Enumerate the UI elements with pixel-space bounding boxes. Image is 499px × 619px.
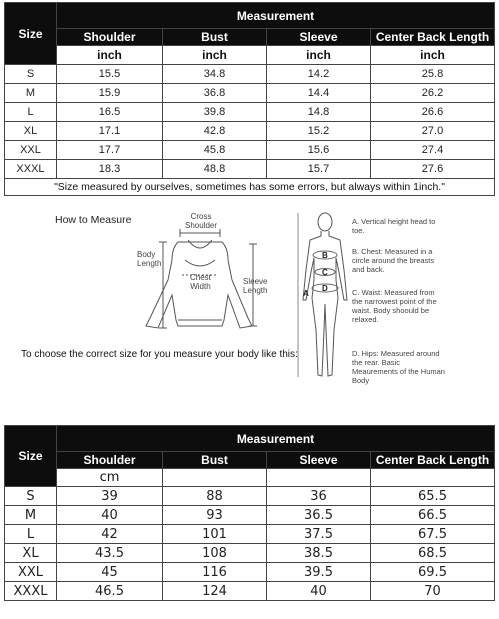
value-cell: 108 [163, 544, 267, 563]
value-cell: 14.8 [267, 103, 371, 122]
value-cell: 37.5 [267, 525, 371, 544]
value-cell: 36 [267, 487, 371, 506]
chest-width-label: Chest Width [190, 273, 211, 291]
size-header: Size [5, 426, 57, 487]
table-row [5, 582, 495, 601]
value-cell: 16.5 [57, 103, 163, 122]
value-cell: 15.9 [57, 84, 163, 103]
value-cell: 42 [57, 525, 163, 544]
value-cell: 17.1 [57, 122, 163, 141]
value-cell: 14.4 [267, 84, 371, 103]
column-header-shoulder: Shoulder [57, 29, 163, 46]
body-label-a: A [303, 289, 309, 298]
unit-label: inch [371, 46, 495, 65]
column-header-sleeve: Sleeve [267, 29, 371, 46]
table-row [5, 122, 495, 141]
note-chest: B. Chest: Measured in a circle around the breasts and back. [352, 247, 435, 274]
how-to-measure-title: How to Measure [55, 214, 132, 226]
size-cell: XXXL [5, 160, 57, 179]
size-cell: XL [5, 122, 57, 141]
size-cell: S [5, 65, 57, 84]
value-cell: 39.5 [267, 563, 371, 582]
body-label-c: C [322, 268, 328, 277]
value-cell: 17.7 [57, 141, 163, 160]
value-cell: 36.5 [267, 506, 371, 525]
value-cell: 48.8 [163, 160, 267, 179]
value-cell: 70 [371, 582, 495, 601]
column-header-sleeve: Sleeve [267, 452, 371, 469]
value-cell: 26.2 [371, 84, 495, 103]
value-cell: 27.4 [371, 141, 495, 160]
body-label-b: B [322, 251, 328, 260]
size-cell: S [5, 487, 57, 506]
size-cell: M [5, 506, 57, 525]
unit-cell-empty [371, 469, 495, 487]
column-header-shoulder: Shoulder [57, 452, 163, 469]
table-row [5, 84, 495, 103]
sleeve-length-label: Sleeve Length [243, 277, 268, 295]
value-cell: 18.3 [57, 160, 163, 179]
value-cell: 46.5 [57, 582, 163, 601]
value-cell: 39.8 [163, 103, 267, 122]
value-cell: 38.5 [267, 544, 371, 563]
value-cell: 40 [267, 582, 371, 601]
body-label-d: D [322, 284, 328, 293]
size-cell: L [5, 525, 57, 544]
value-cell: 15.6 [267, 141, 371, 160]
column-header-center-back-length: Center Back Length [371, 29, 495, 46]
table-row [5, 487, 495, 506]
size-cell: M [5, 84, 57, 103]
value-cell: 68.5 [371, 544, 495, 563]
table-row [5, 525, 495, 544]
unit-cell-empty [267, 469, 371, 487]
value-cell: 25.8 [371, 65, 495, 84]
value-cell: 65.5 [371, 487, 495, 506]
value-cell: 43.5 [57, 544, 163, 563]
column-header-center-back-length: Center Back Length [371, 452, 495, 469]
value-cell: 15.7 [267, 160, 371, 179]
unit-label: inch [163, 46, 267, 65]
table-row [5, 103, 495, 122]
value-cell: 26.6 [371, 103, 495, 122]
value-cell: 45.8 [163, 141, 267, 160]
value-cell: 36.8 [163, 84, 267, 103]
table-row [5, 506, 495, 525]
column-header-bust: Bust [163, 29, 267, 46]
value-cell: 67.5 [371, 525, 495, 544]
value-cell: 14.2 [267, 65, 371, 84]
unit-cell-empty [163, 469, 267, 487]
measurement-header: Measurement [57, 426, 495, 452]
value-cell: 93 [163, 506, 267, 525]
value-cell: 88 [163, 487, 267, 506]
size-cell: XXXL [5, 582, 57, 601]
value-cell: 34.8 [163, 65, 267, 84]
cross-shoulder-label: Cross Shoulder [185, 212, 218, 230]
how-to-measure-guide [0, 200, 499, 415]
value-cell: 124 [163, 582, 267, 601]
value-cell: 45 [57, 563, 163, 582]
size-header: Size [5, 3, 57, 65]
value-cell: 42.8 [163, 122, 267, 141]
value-cell: 27.0 [371, 122, 495, 141]
note-height: A. Vertical height head to toe. [352, 217, 436, 235]
table-row [5, 563, 495, 582]
value-cell: 116 [163, 563, 267, 582]
note-waist: C. Waist: Measured from the narrowest point of the waist. Body shoould be relaxed. [352, 288, 437, 324]
unit-label: inch [57, 46, 163, 65]
value-cell: 27.6 [371, 160, 495, 179]
size-cell: L [5, 103, 57, 122]
unit-label: cm [57, 469, 163, 487]
size-cell: XXL [5, 141, 57, 160]
value-cell: 69.5 [371, 563, 495, 582]
measurement-header: Measurement [57, 3, 495, 29]
table-row [5, 141, 495, 160]
value-cell: 15.5 [57, 65, 163, 84]
value-cell: 15.2 [267, 122, 371, 141]
value-cell: 101 [163, 525, 267, 544]
size-cell: XXL [5, 563, 57, 582]
value-cell: 39 [57, 487, 163, 506]
column-header-bust: Bust [163, 452, 267, 469]
value-cell: 40 [57, 506, 163, 525]
table-row [5, 544, 495, 563]
size-cell: XL [5, 544, 57, 563]
choose-size-instruction: To choose the correct size for you measure your body like this: [21, 349, 298, 360]
size-chart-inch [4, 2, 495, 196]
unit-label: inch [267, 46, 371, 65]
value-cell: 66.5 [371, 506, 495, 525]
size-disclaimer: "Size measured by ourselves, sometimes has some errors, but always within 1inch." [5, 179, 495, 196]
table-row [5, 160, 495, 179]
body-length-label: Body Length [137, 250, 162, 268]
size-chart-cm [4, 425, 495, 601]
table-row [5, 65, 495, 84]
note-hips: D. Hips: Measured around the rear. Basic Meaurements of the Human Body [352, 349, 445, 385]
